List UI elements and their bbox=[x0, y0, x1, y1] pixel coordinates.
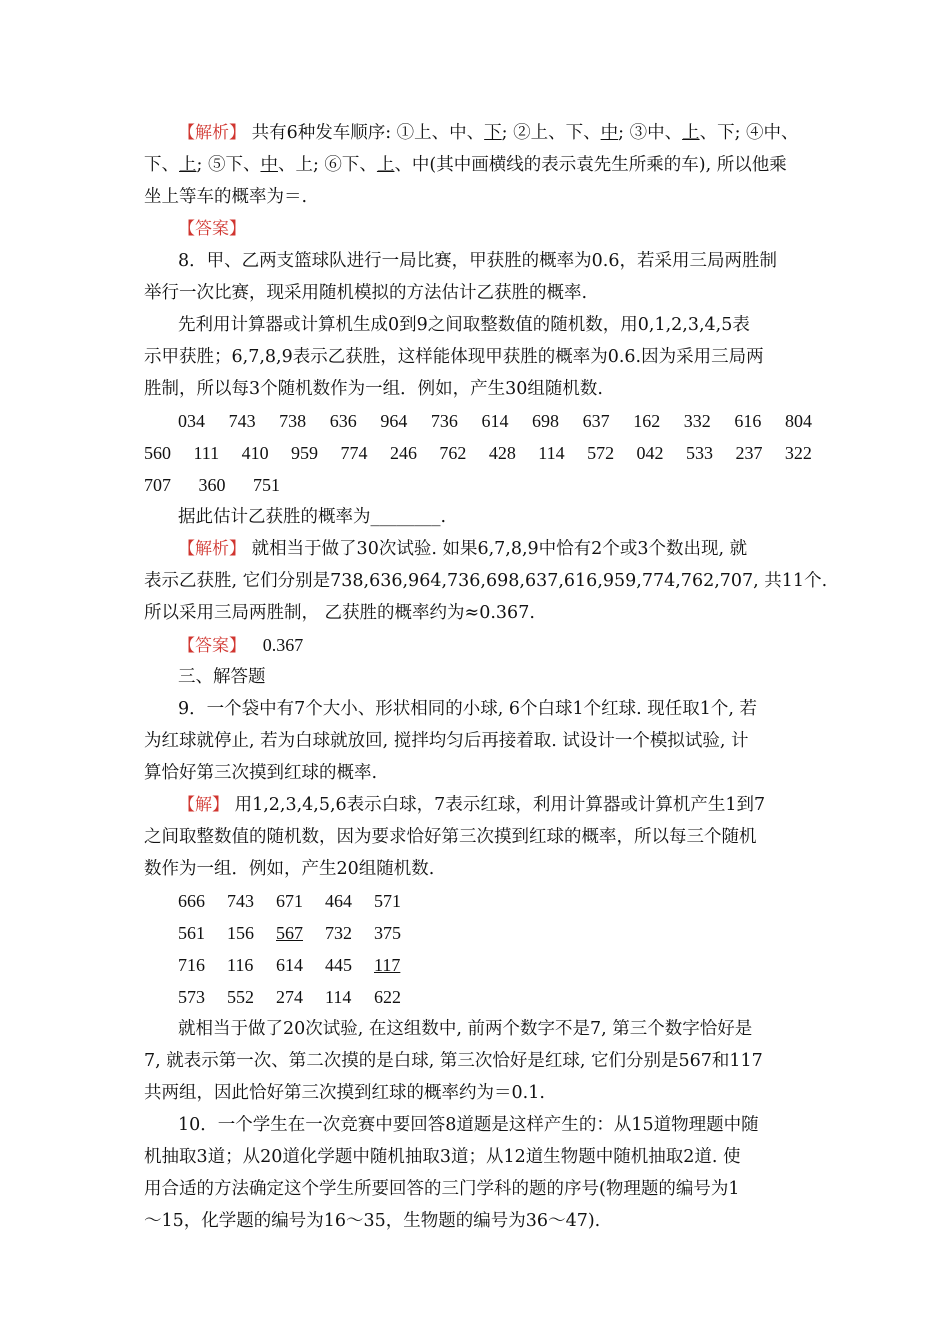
q8-random-number: 698 bbox=[532, 411, 560, 431]
q9-random-number: 117 bbox=[374, 955, 401, 975]
q8-random-number: 707 bbox=[144, 475, 171, 495]
q9-random-number: 622 bbox=[374, 987, 401, 1007]
q9-random-number: 116 bbox=[227, 955, 254, 975]
q9-random-number: 614 bbox=[276, 955, 303, 975]
q10-stem-line-3: 用合适的方法确定这个学生所要回答的三门学科的题的序号(物理题的编号为1 bbox=[144, 1179, 740, 1199]
q9-random-number: 732 bbox=[325, 923, 352, 943]
q8-random-number: 964 bbox=[380, 411, 408, 431]
q8-random-number: 410 bbox=[241, 443, 269, 463]
q8-para-line-3: 胜制，所以每3个随机数作为一组．例如，产生30组随机数. bbox=[144, 379, 603, 399]
q9-random-number: 567 bbox=[276, 923, 303, 943]
q8-random-number: 762 bbox=[439, 443, 467, 463]
q9-random-number: 743 bbox=[227, 891, 254, 911]
q9-random-number: 274 bbox=[276, 987, 303, 1007]
q7-analysis-line-3: 坐上等车的概率为＝. bbox=[144, 187, 308, 207]
q9-random-number: 552 bbox=[227, 987, 254, 1007]
q8-random-number: 804 bbox=[784, 411, 812, 431]
q9-random-row-2 bbox=[178, 920, 423, 946]
q9-stem-line-3: 算恰好第三次摸到红球的概率. bbox=[144, 763, 378, 783]
q9-conclusion-line-2: 7, 就表示第一次、第二次摸的是白球, 第三次恰好是红球, 它们分别是567和117 bbox=[144, 1051, 763, 1071]
q8-random-number: 959 bbox=[291, 443, 319, 463]
q9-random-number: 666 bbox=[178, 891, 205, 911]
q8-random-number: 237 bbox=[735, 443, 763, 463]
q8-random-number: 114 bbox=[538, 443, 565, 463]
q8-random-number: 034 bbox=[178, 411, 205, 431]
q9-stem-line-1: 9．一个袋中有7个大小、形状相同的小球, 6个白球1个红球. 现任取1个, 若 bbox=[178, 699, 758, 719]
q8-random-number: 751 bbox=[253, 475, 280, 495]
q8-random-row-3 bbox=[144, 472, 280, 498]
q9-random-number: 573 bbox=[178, 987, 205, 1007]
q8-random-number: 736 bbox=[430, 411, 458, 431]
q8-para-line-1: 先利用计算器或计算机生成0到9之间取整数值的随机数，用0,1,2,3,4,5表 bbox=[178, 315, 750, 335]
q9-solution-line-3: 数作为一组．例如，产生20组随机数. bbox=[144, 859, 435, 879]
q9-random-number: 445 bbox=[325, 955, 352, 975]
q7-analysis-line-1: 【解析】 共有6种发车顺序: ①上、中、下; ②上、下、中; ③中、上、下; ④中、 bbox=[178, 123, 799, 143]
q7-answer-line bbox=[178, 216, 246, 242]
q8-random-number: 774 bbox=[340, 443, 368, 463]
q9-random-number: 156 bbox=[227, 923, 254, 943]
q9-random-number: 114 bbox=[325, 987, 352, 1007]
q8-random-number: 614 bbox=[481, 411, 509, 431]
analysis-tag: 【解析】 bbox=[178, 539, 246, 559]
q9-stem-line-2: 为红球就停止, 若为白球就放回, 搅拌均匀后再接着取. 试设计一个模拟试验, 计 bbox=[144, 731, 749, 751]
q8-random-number: 560 bbox=[144, 443, 171, 463]
q9-random-number: 375 bbox=[374, 923, 401, 943]
q8-random-number: 042 bbox=[636, 443, 664, 463]
q8-para-line-2: 示甲获胜；6,7,8,9表示乙获胜，这样能体现甲获胜的概率为0.6.因为采用三局两 bbox=[144, 347, 764, 367]
q10-stem-line-1: 10．一个学生在一次竞赛中要回答8道题是这样产生的：从15道物理题中随 bbox=[178, 1115, 759, 1135]
q8-random-number: 332 bbox=[683, 411, 711, 431]
answer-tag: 【答案】 bbox=[178, 219, 246, 239]
q8-answer-value: 0.367 bbox=[262, 635, 304, 655]
q8-random-number: 743 bbox=[228, 411, 256, 431]
analysis-tag: 【解析】 bbox=[178, 123, 246, 143]
q7-analysis-line-2: 下、上; ⑤下、中、上; ⑥下、上、中(其中画横线的表示袁先生所乘的车), 所以他乘 bbox=[144, 155, 787, 175]
q9-random-number: 464 bbox=[325, 891, 352, 911]
q10-stem-line-2: 机抽取3道；从20道化学题中随机抽取3道；从12道生物题中随机抽取2道. 使 bbox=[144, 1147, 741, 1167]
q8-analysis-line-2: 表示乙获胜, 它们分别是738,636,964,736,698,637,616,959,774,762,707, 共11个. bbox=[144, 571, 828, 591]
q8-random-number: 111 bbox=[193, 443, 220, 463]
q8-random-number: 572 bbox=[587, 443, 615, 463]
q9-random-number: 561 bbox=[178, 923, 205, 943]
q8-random-number: 636 bbox=[329, 411, 357, 431]
q8-random-number: 428 bbox=[488, 443, 516, 463]
q9-solution-line-1: 【解】 用1,2,3,4,5,6表示白球，7表示红球，利用计算器或计算机产生1到7 bbox=[178, 795, 766, 815]
q9-solution-line-2: 之间取整数值的随机数，因为要求恰好第三次摸到红球的概率，所以每三个随机 bbox=[144, 827, 757, 847]
q8-random-number: 360 bbox=[198, 475, 226, 495]
q8-analysis-line-3: 所以采用三局两胜制， 乙获胜的概率约为≈0.367. bbox=[144, 603, 535, 623]
q8-random-number: 246 bbox=[389, 443, 417, 463]
q8-answer-line bbox=[178, 632, 303, 658]
q8-analysis-line-1: 【解析】 就相当于做了30次试验. 如果6,7,8,9中恰有2个或3个数出现, 就 bbox=[178, 539, 748, 559]
q9-random-row-1 bbox=[178, 888, 423, 914]
q9-random-number: 671 bbox=[276, 891, 303, 911]
section-heading: 三、解答题 bbox=[178, 667, 266, 687]
solution-tag: 【解】 bbox=[178, 795, 229, 815]
q9-random-number: 716 bbox=[178, 955, 205, 975]
q9-conclusion-line-1: 就相当于做了20次试验, 在这组数中, 前两个数字不是7, 第三个数字恰好是 bbox=[178, 1019, 753, 1039]
q8-random-number: 616 bbox=[734, 411, 762, 431]
q9-conclusion-line-3: 共两组，因此恰好第三次摸到红球的概率约为＝0.1. bbox=[144, 1083, 545, 1103]
q8-random-number: 533 bbox=[686, 443, 713, 463]
q9-random-number: 571 bbox=[374, 891, 401, 911]
q8-stem-line-2: 举行一次比赛，现采用随机模拟的方法估计乙获胜的概率. bbox=[144, 283, 588, 303]
q8-stem-line-1: 8．甲、乙两支篮球队进行一局比赛，甲获胜的概率为0.6，若采用三局两胜制 bbox=[178, 251, 777, 271]
q10-stem-line-4: ～15，化学题的编号为16～35，生物题的编号为36～47). bbox=[144, 1211, 601, 1231]
q8-random-number: 637 bbox=[582, 411, 610, 431]
q8-random-number: 162 bbox=[633, 411, 661, 431]
q8-random-row-2 bbox=[144, 440, 812, 466]
q8-blank-line: 据此估计乙获胜的概率为________. bbox=[178, 507, 447, 527]
answer-tag: 【答案】 bbox=[178, 636, 246, 656]
q8-random-number: 322 bbox=[784, 443, 812, 463]
q8-random-number: 738 bbox=[279, 411, 307, 431]
q9-random-row-3 bbox=[178, 952, 423, 978]
q8-random-row-1 bbox=[178, 408, 812, 434]
q9-random-row-4 bbox=[178, 984, 423, 1010]
